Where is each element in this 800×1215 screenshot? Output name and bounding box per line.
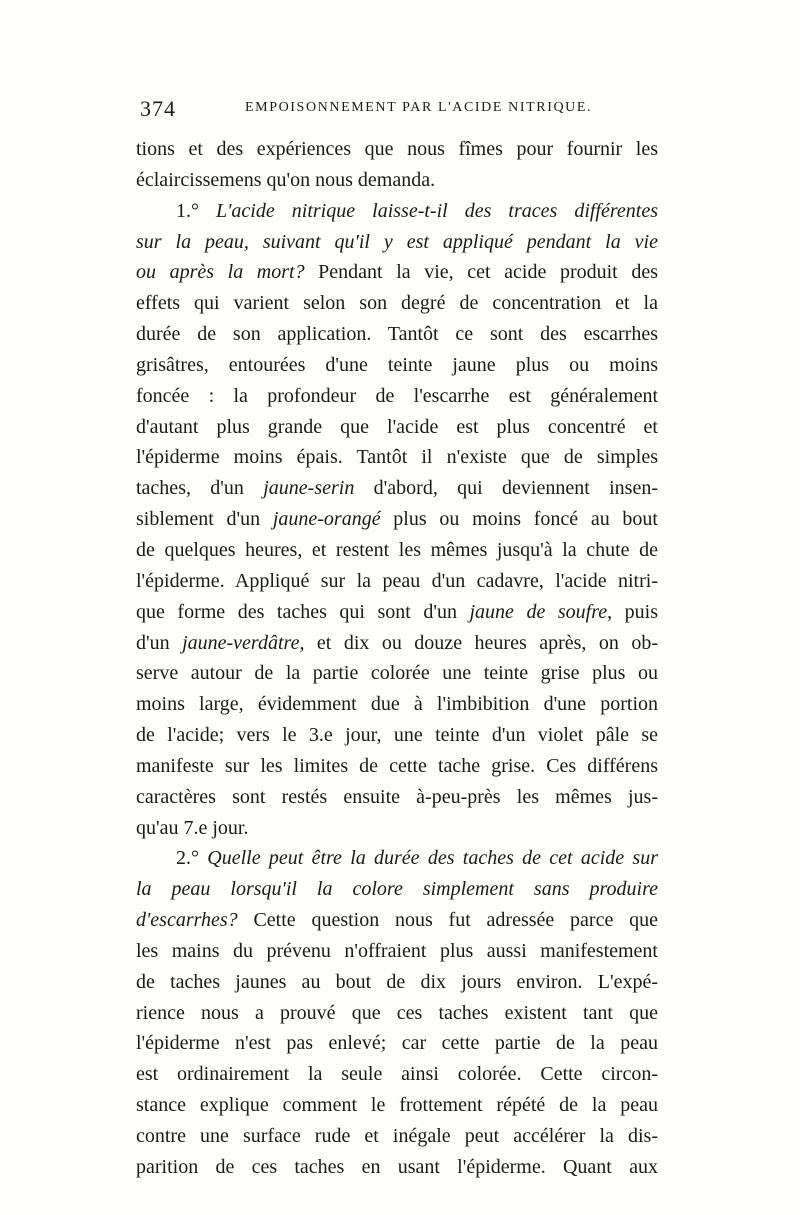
text-segment: Cette question nous fut adressée parce que bbox=[237, 909, 658, 932]
text-line bbox=[136, 1121, 658, 1152]
text-segment: 1.° bbox=[176, 199, 217, 222]
text-segment: grisâtres, entourées d'une teinte jaune plus ou moins bbox=[136, 353, 658, 376]
text-segment: effets qui varient selon son degré de concentration et la bbox=[136, 292, 658, 315]
text-line bbox=[136, 597, 658, 628]
text-line bbox=[136, 504, 658, 535]
text-segment: , et dix ou douze heures après, on ob- bbox=[299, 631, 658, 654]
text-line bbox=[136, 134, 658, 165]
text-segment: l'épiderme. Appliqué sur la peau d'un cadavre, l'acide nitri- bbox=[136, 569, 658, 592]
text-segment: que forme des taches qui sont d'un bbox=[136, 600, 470, 623]
text-segment: de quelques heures, et restent les mêmes jusqu'à la chute de bbox=[136, 538, 658, 561]
text-segment: taches, d'un bbox=[136, 477, 264, 500]
page-header bbox=[140, 96, 660, 126]
text-line bbox=[136, 628, 658, 659]
text-line bbox=[136, 227, 658, 258]
text-segment: Pendant la vie, cet acide produit des bbox=[304, 261, 658, 284]
italic-text: jaune-verdâtre bbox=[182, 631, 300, 654]
text-segment: siblement d'un bbox=[136, 508, 273, 531]
text-segment: rience nous a prouvé que ces taches existent tant que bbox=[136, 1001, 658, 1024]
text-line bbox=[136, 442, 658, 473]
text-segment: d'un bbox=[136, 631, 183, 654]
text-line bbox=[136, 1090, 658, 1121]
text-segment: est ordinairement la seule ainsi colorée. Cette circon- bbox=[136, 1063, 658, 1086]
italic-text: Quelle peut être la durée des taches de cet acide sur bbox=[207, 847, 659, 870]
text-line bbox=[136, 165, 658, 196]
text-line bbox=[136, 874, 658, 905]
text-line bbox=[136, 319, 658, 350]
text-line bbox=[136, 689, 658, 720]
body-text bbox=[136, 134, 658, 1183]
text-line bbox=[136, 350, 658, 381]
italic-text: jaune de soufre bbox=[469, 600, 608, 623]
text-line bbox=[136, 196, 658, 227]
text-segment: qu'au 7.e jour. bbox=[136, 816, 249, 839]
text-segment: les mains du prévenu n'offraient plus aussi manifestement bbox=[136, 939, 658, 962]
italic-text: la peau lorsqu'il la colore simplement sans produire bbox=[136, 878, 658, 901]
text-segment: stance explique comment le frottement répété de la peau bbox=[136, 1094, 658, 1117]
italic-text: ou après la mort? bbox=[136, 261, 305, 284]
text-line bbox=[136, 751, 658, 782]
text-segment: d'abord, qui deviennent insen- bbox=[354, 477, 658, 500]
text-segment: plus ou moins foncé au bout bbox=[380, 508, 658, 531]
text-segment: de taches jaunes au bout de dix jours environ. L'expé- bbox=[136, 970, 658, 993]
text-segment: foncée : la profondeur de l'escarrhe est généralement bbox=[136, 384, 658, 407]
italic-text: d'escarrhes? bbox=[136, 909, 238, 932]
text-line bbox=[136, 658, 658, 689]
text-segment: 2.° bbox=[176, 847, 208, 870]
text-line bbox=[136, 843, 658, 874]
text-line bbox=[136, 905, 658, 936]
text-line bbox=[136, 381, 658, 412]
text-segment: tions et des expériences que nous fîmes pour fournir les bbox=[136, 138, 658, 160]
text-segment: contre une surface rude et inégale peut accélérer la dis- bbox=[136, 1125, 658, 1147]
text-line bbox=[136, 412, 658, 443]
text-line bbox=[136, 257, 658, 288]
text-line bbox=[136, 813, 658, 844]
text-segment: éclaircissemens qu'on nous demanda. bbox=[136, 168, 436, 191]
italic-text: jaune-serin bbox=[263, 477, 355, 500]
text-segment: serve autour de la partie colorée une teinte grise plus ou bbox=[136, 662, 658, 685]
text-line bbox=[136, 566, 658, 597]
text-segment: caractères sont restés ensuite à-peu-près les mêmes jus- bbox=[136, 785, 658, 808]
italic-text: sur la peau, suivant qu'il y est appliqué pendant la vie bbox=[136, 230, 658, 253]
text-line bbox=[136, 535, 658, 566]
text-segment: de l'acide; vers le 3.e jour, une teinte d'un violet pâle se bbox=[136, 724, 658, 747]
page-number: 374 bbox=[140, 96, 176, 121]
text-segment: d'autant plus grande que l'acide est plus concentré et bbox=[136, 415, 658, 438]
text-segment: parition de ces taches en usant l'épiderme. Quant aux bbox=[136, 1155, 658, 1178]
text-line bbox=[136, 967, 658, 998]
text-line bbox=[136, 288, 658, 319]
text-segment: moins large, évidemment due à l'imbibition d'une portion bbox=[136, 693, 658, 716]
text-line bbox=[136, 473, 658, 504]
text-segment: l'épiderme n'est pas enlevé; car cette partie de la peau bbox=[136, 1032, 658, 1055]
text-line bbox=[136, 936, 658, 967]
text-line bbox=[136, 720, 658, 751]
text-segment: manifeste sur les limites de cette tache grise. Ces différens bbox=[136, 754, 658, 777]
italic-text: L'acide nitrique laisse-t-il des traces différentes bbox=[216, 199, 658, 222]
text-segment: durée de son application. Tantôt ce sont des escarrhes bbox=[136, 323, 658, 346]
text-segment: , puis bbox=[607, 600, 658, 623]
text-line bbox=[136, 1028, 658, 1059]
italic-text: jaune-orangé bbox=[272, 508, 381, 531]
text-line bbox=[136, 1059, 658, 1090]
text-line bbox=[136, 782, 658, 813]
running-head: EMPOISONNEMENT PAR L'ACIDE NITRIQUE. bbox=[245, 100, 593, 115]
text-line bbox=[136, 1152, 658, 1183]
text-line bbox=[136, 998, 658, 1029]
text-segment: l'épiderme moins épais. Tantôt il n'existe que de simples bbox=[136, 446, 658, 469]
